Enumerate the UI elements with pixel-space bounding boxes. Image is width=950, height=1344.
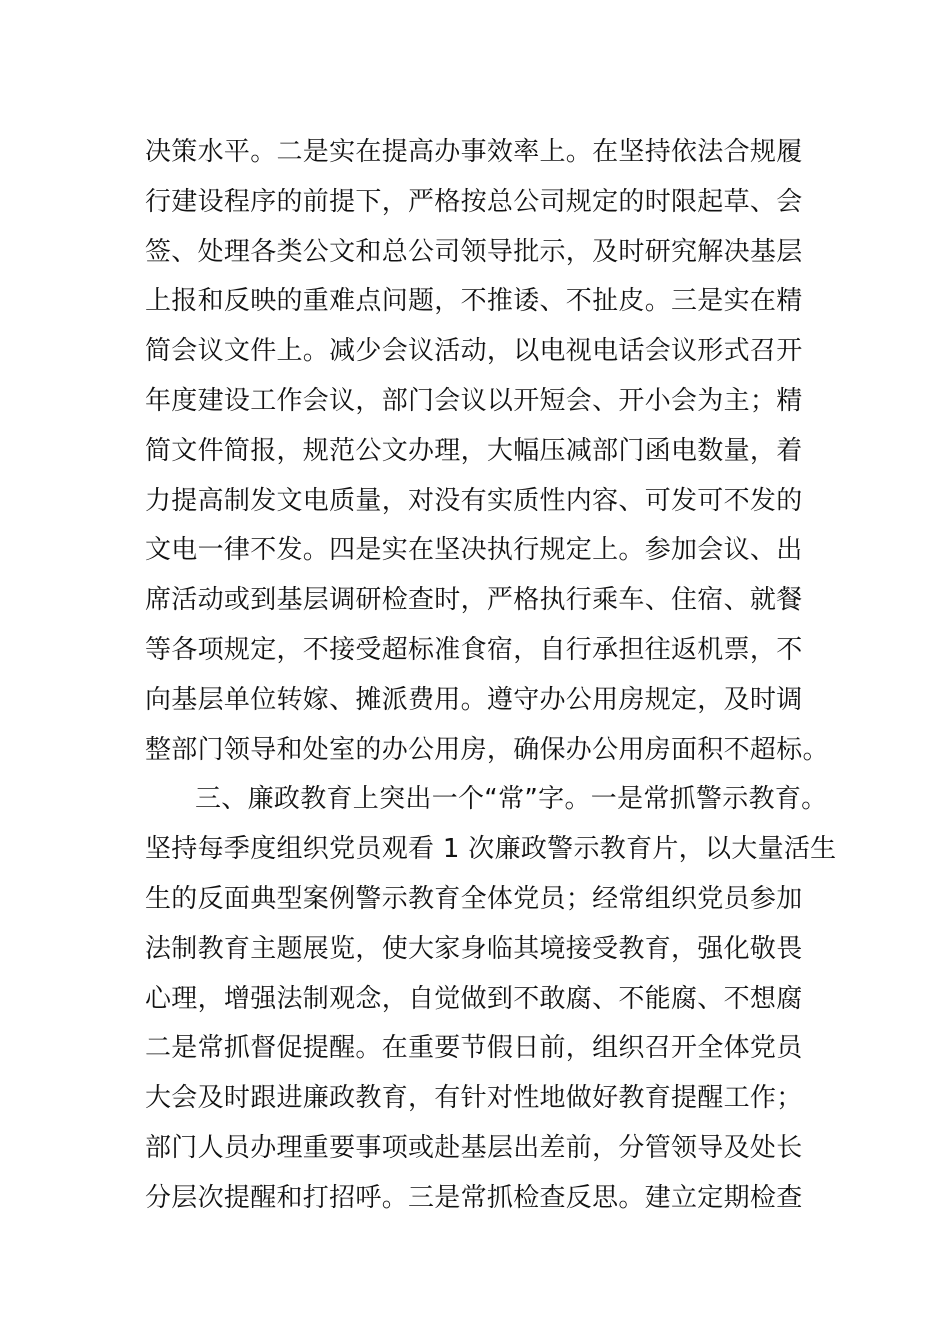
text-line: 分层次提醒和打招呼。三是常抓检查反思。建立定期检查 [145, 1182, 803, 1213]
text-line: 坚持每季度组织党员观看 1 次廉政警示教育片，以大量活生 [145, 834, 837, 865]
text-line: 向基层单位转嫁、摊派费用。遵守办公用房规定，及时调 [145, 684, 803, 715]
text-line: 部门人员办理重要事项或赴基层出差前，分管领导及处长 [145, 1132, 803, 1163]
text-line: 等各项规定，不接受超标准食宿，自行承担往返机票，不 [145, 634, 803, 665]
text-line: 签、处理各类公文和总公司领导批示，及时研究解决基层 [145, 236, 803, 267]
text-line: 法制教育主题展览，使大家身临其境接受教育，强化敬畏 [145, 933, 803, 964]
text-line: 整部门领导和处室的办公用房，确保办公用房面积不超标。 [145, 734, 829, 765]
text-line: 行建设程序的前提下，严格按总公司规定的时限起草、会 [145, 186, 803, 217]
section-heading-line: 三、廉政教育上突出一个“常”字。一是常抓警示教育。 [195, 784, 828, 815]
text-line: 上报和反映的重难点问题，不推诿、不扯皮。三是实在精 [145, 286, 803, 317]
text-line: 简会议文件上。减少会议活动，以电视电话会议形式召开 [145, 336, 803, 367]
text-line: 二是常抓督促提醒。在重要节假日前，组织召开全体党员 [145, 1033, 803, 1064]
text-line: 大会及时跟进廉政教育，有针对性地做好教育提醒工作； [145, 1083, 803, 1114]
body-text [145, 128, 837, 1224]
text-line: 文电一律不发。四是实在坚决执行规定上。参加会议、出 [145, 535, 803, 566]
text-line: 席活动或到基层调研检查时，严格执行乘车、住宿、就餐 [145, 585, 803, 616]
text-line: 生的反面典型案例警示教育全体党员；经常组织党员参加 [145, 883, 803, 914]
text-line: 心理，增强法制观念，自觉做到不敢腐、不能腐、不想腐 [145, 983, 803, 1014]
text-line: 决策水平。二是实在提高办事效率上。在坚持依法合规履 [145, 137, 803, 167]
text-line: 力提高制发文电质量，对没有实质性内容、可发可不发的 [145, 485, 803, 516]
text-line: 年度建设工作会议，部门会议以开短会、开小会为主；精 [145, 385, 803, 416]
text-line: 简文件简报，规范公文办理，大幅压减部门函电数量，着 [145, 435, 803, 466]
